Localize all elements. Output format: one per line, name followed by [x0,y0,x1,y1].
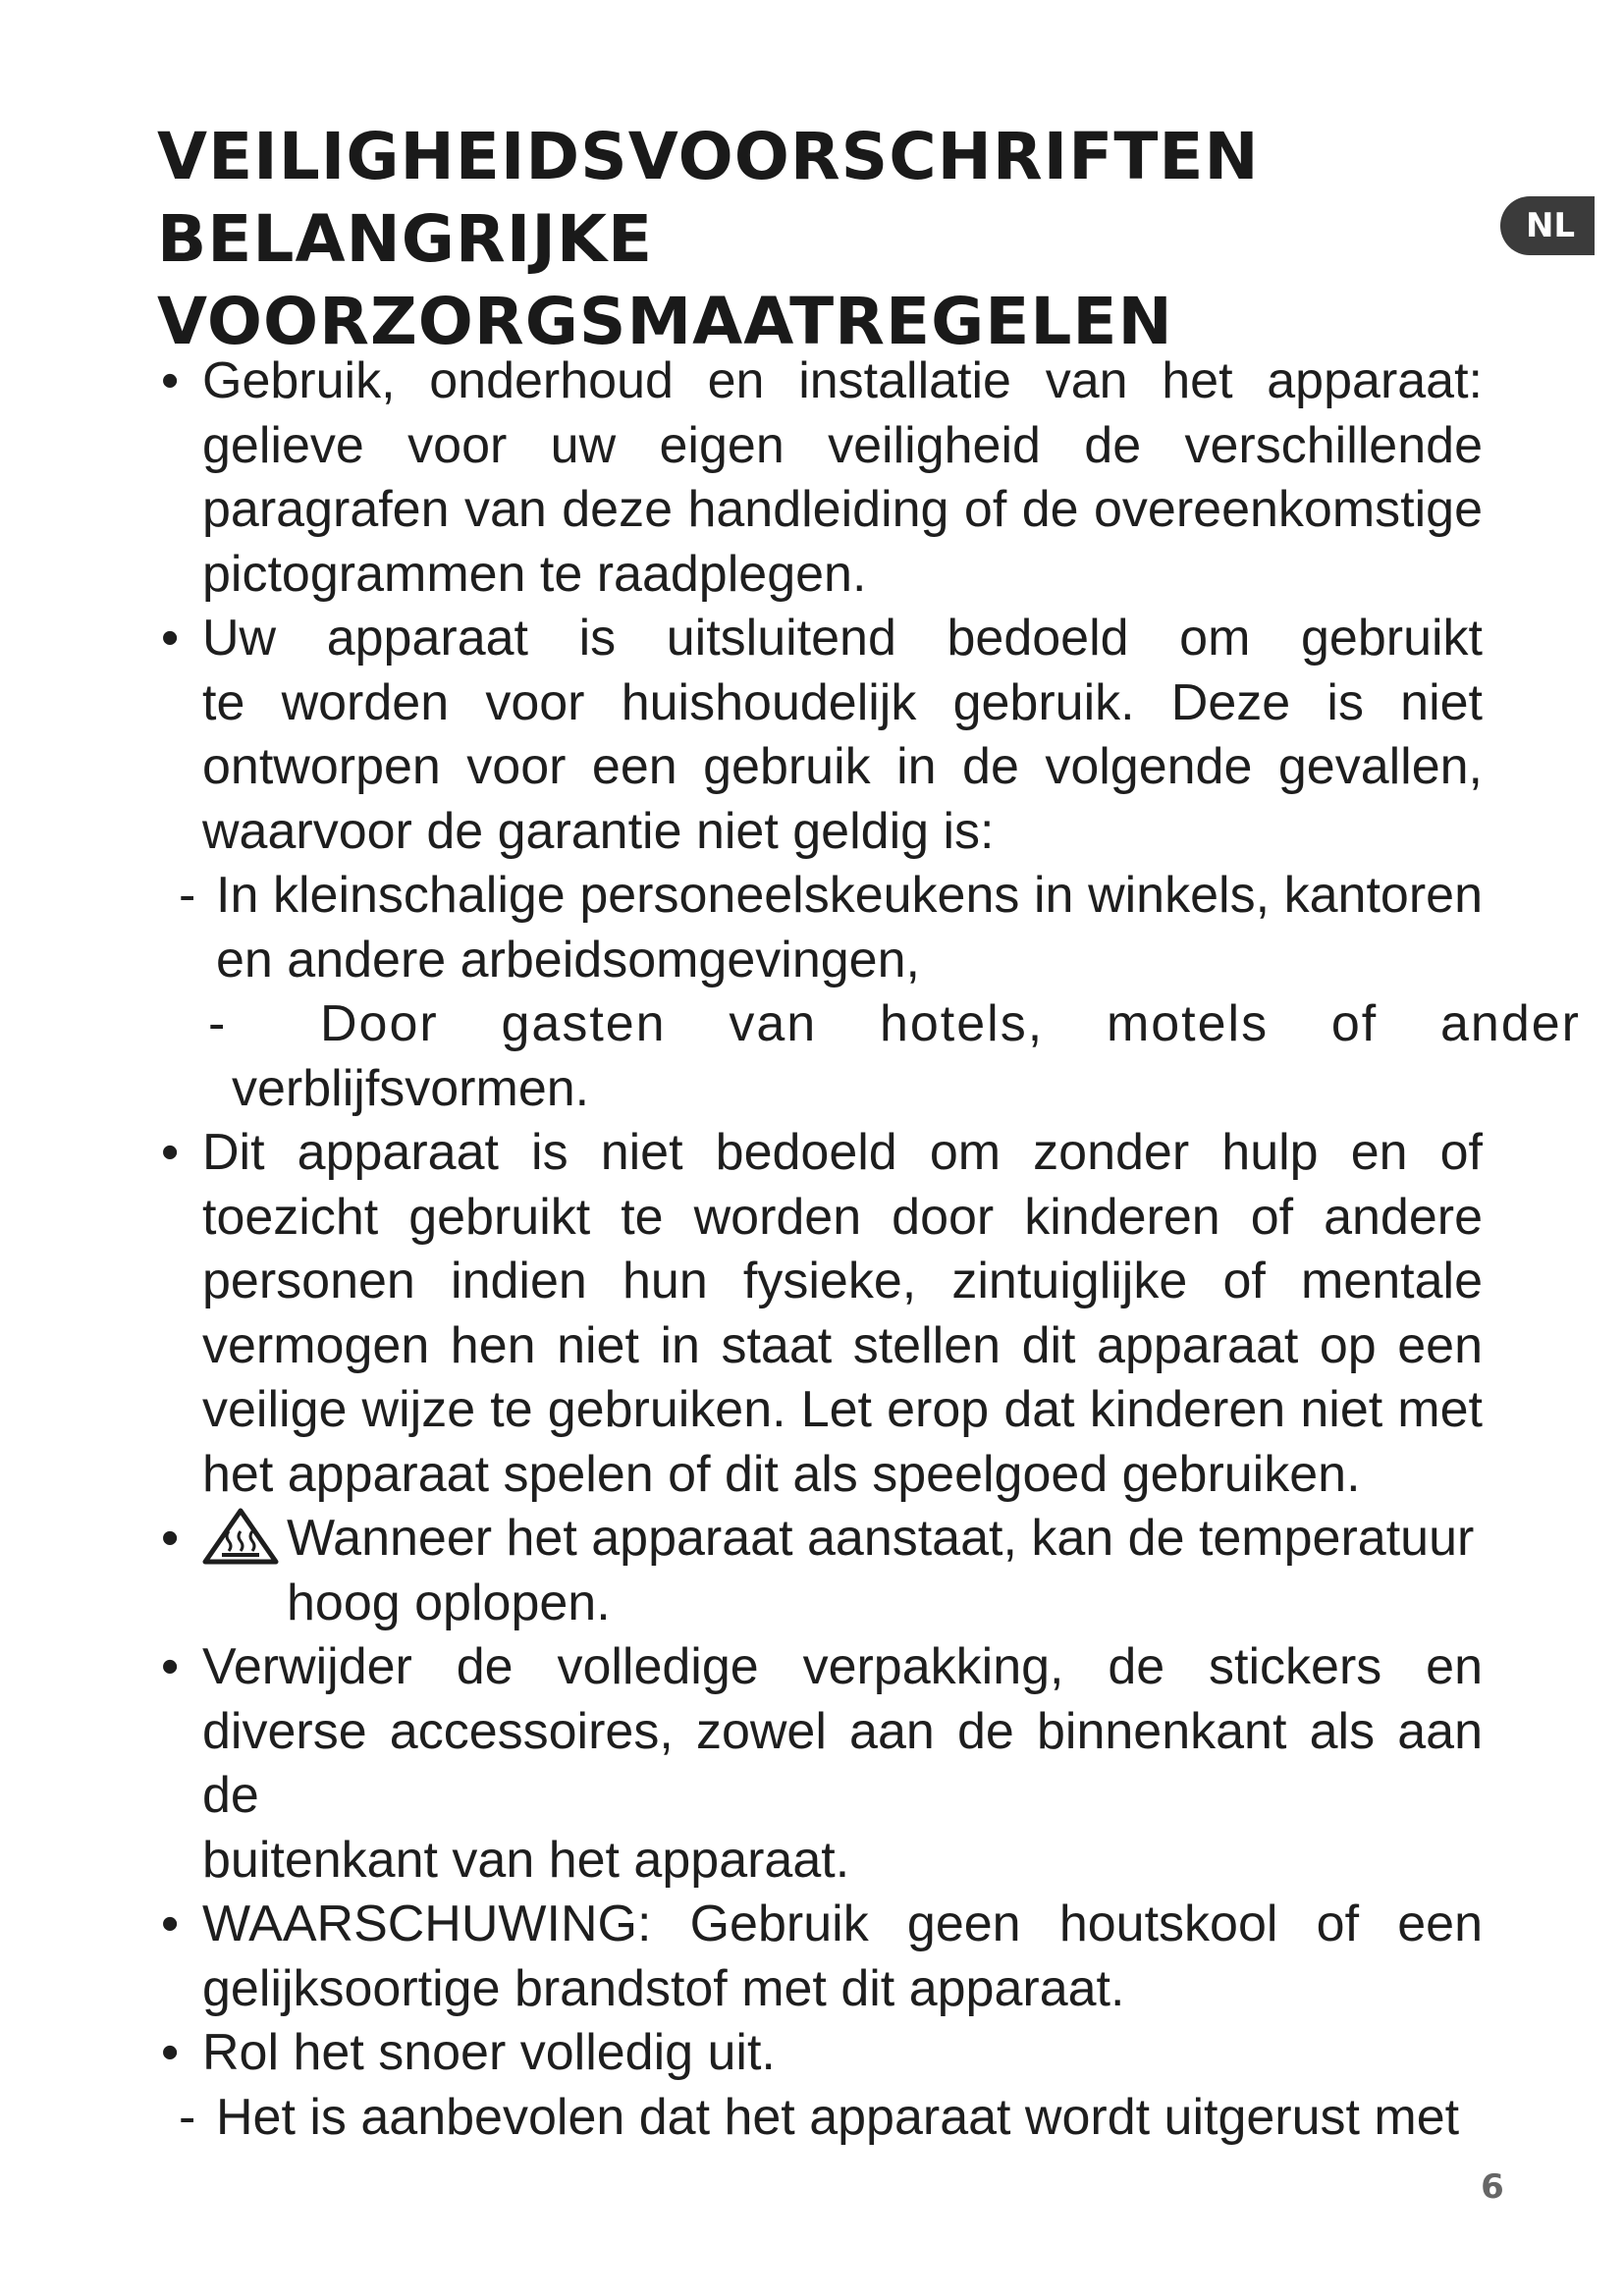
bullet-marker: • [161,1896,180,1952]
page-title [157,116,1260,363]
text-line: diverse accessoires, zowel aan de binnenkant als aan de [202,1702,1483,1824]
list-item [157,2021,1483,2086]
text-line: Verwijder de volledige verpakking, de stickers en [202,1638,1483,1695]
text-line: veilige wijze te gebruiken. Let erop dat kinderen niet met [202,1381,1483,1438]
text-line: Wanneer het apparaat aanstaat, kan de temperatuur [287,1510,1475,1567]
text-line: Gebruik, onderhoud en installatie van het apparaat: [202,352,1483,409]
text-line: ontworpen voor een gebruik in de volgende gevallen, [202,738,1483,795]
list-item [157,1893,1483,2021]
text-line: Dit apparaat is niet bedoeld om zonder hulp en of [202,1124,1483,1181]
text-line: verblijfsvormen. [232,1059,590,1117]
list-item [157,607,1483,864]
bullet-marker: • [161,1638,180,1695]
text-line: Het is aanbevolen dat het apparaat wordt uitgerust met [216,2088,1460,2146]
list-item [157,2086,1483,2151]
bullet-marker: • [161,2024,180,2081]
title-line: VOORZORGSMAATREGELEN [157,284,1173,359]
dash-marker: - [208,995,226,1052]
list-item [157,1507,1483,1635]
bullet-marker: • [161,1510,180,1567]
text-line: In kleinschalige personeelskeukens in winkels, kantoren [216,867,1483,924]
text-line: waarvoor de garantie niet geldig is: [202,802,995,860]
text-line: paragrafen van deze handleiding of de overeenkomstige [202,481,1483,538]
list-item [157,1635,1483,1893]
text-line: pictogrammen te raadplegen. [202,545,867,603]
bullet-marker: • [161,352,180,409]
list-item [157,864,1483,992]
list-item [157,349,1483,607]
page-number: 6 [1481,2167,1504,2207]
language-badge: NL [1500,196,1595,255]
text-line: toezicht gebruikt te worden door kinderen of andere [202,1188,1483,1246]
text-line: en andere arbeidsomgevingen, [216,931,920,988]
text-line: het apparaat spelen of dit als speelgoed gebruiken. [202,1445,1361,1503]
text-line: hoog oplopen. [287,1574,611,1631]
text-line: te worden voor huishoudelijk gebruik. Deze is niet [202,673,1483,731]
text-line: buitenkant van het apparaat. [202,1831,850,1889]
text-line: vermogen hen niet in staat stellen dit apparaat op een [202,1316,1483,1374]
text-line: Uw apparaat is uitsluitend bedoeld om gebruikt [202,610,1483,667]
text-line: gelieve voor uw eigen veiligheid de verschillende [202,416,1483,474]
hot-surface-warning-icon [202,1508,279,1565]
dash-marker: - [179,867,196,924]
list-item [157,992,1581,1121]
text-line: Door gasten van hotels, motels of ander [320,995,1581,1052]
title-line: BELANGRIJKE [157,201,654,277]
bullet-marker: • [161,610,180,667]
text-line: Rol het snoer volledig uit. [202,2024,776,2081]
bullet-marker: • [161,1124,180,1181]
title-line: VEILIGHEIDSVOORSCHRIFTEN [157,119,1260,194]
dash-marker: - [179,2088,196,2146]
text-line: personen indien hun fysieke, zintuiglijke of mentale [202,1253,1483,1309]
list-item [157,1121,1483,1507]
text-line: WAARSCHUWING: Gebruik geen houtskool of een [202,1896,1483,1952]
text-line: gelijksoortige brandstof met dit apparaat. [202,1959,1125,2017]
safety-instructions-list [157,349,1581,2150]
